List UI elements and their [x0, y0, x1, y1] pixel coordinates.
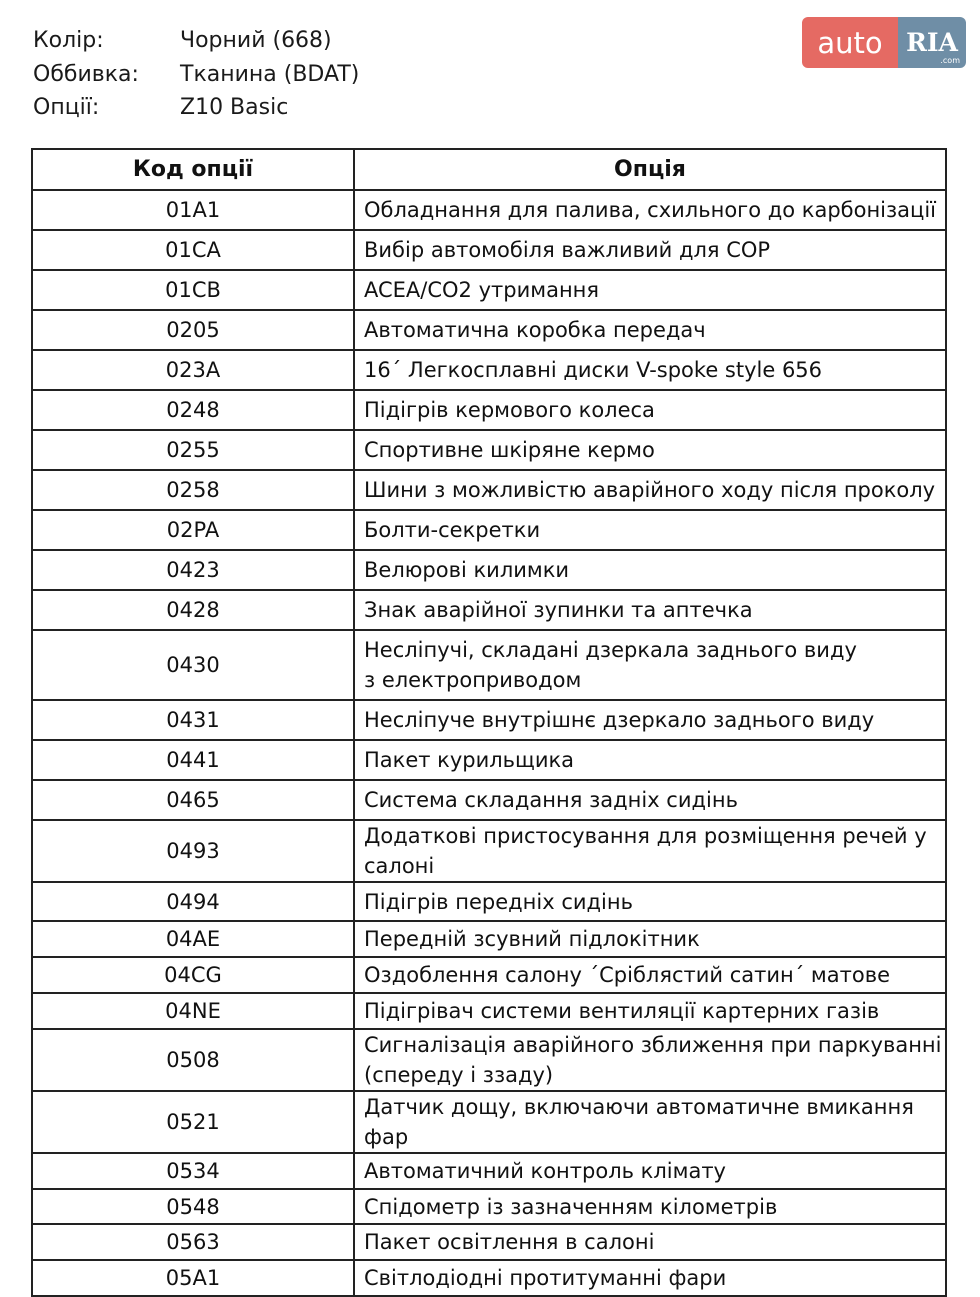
color-label: Колір:	[33, 28, 104, 53]
option-name-line: Знак аварійної зупинки та аптечка	[364, 598, 753, 622]
option-name-line: Вибір автомобіля важливий для COP	[364, 238, 771, 262]
option-code-cell: 0258	[32, 470, 354, 510]
table-row	[32, 550, 946, 590]
table-header-row	[32, 149, 946, 190]
table-row	[32, 510, 946, 550]
upholstery-row	[33, 58, 359, 92]
option-name-cell	[354, 1153, 946, 1189]
option-name-cell	[354, 590, 946, 630]
vehicle-summary	[33, 24, 359, 125]
option-name-cell	[354, 350, 946, 390]
option-code-cell: 01A1	[32, 190, 354, 230]
table-row	[32, 270, 946, 310]
option-code-cell: 0465	[32, 780, 354, 820]
option-code-cell: 0248	[32, 390, 354, 430]
color-value: Чорний (668)	[180, 28, 332, 53]
option-name-line: Обладнання для палива, схильного до карбонізації	[364, 198, 937, 222]
option-name-line: Автоматична коробка передач	[364, 318, 706, 342]
option-name-line: Пакет курильщика	[364, 748, 575, 772]
option-name-cell	[354, 993, 946, 1029]
option-code-cell: 0205	[32, 310, 354, 350]
logo-ria-part	[898, 17, 966, 68]
option-name-cell	[354, 1224, 946, 1260]
option-code-cell: 0508	[32, 1029, 354, 1091]
option-name-line: Додаткові пристосування для розміщення речей у салоні	[364, 824, 927, 878]
option-name-line: Спідометр із зазначенням кілометрів	[364, 1194, 778, 1219]
option-name-line: Передній зсувний підлокітник	[364, 927, 700, 951]
table-row	[32, 590, 946, 630]
option-name-line: Несліпуче внутрішнє дзеркало заднього виду	[364, 708, 875, 732]
option-name-cell	[354, 882, 946, 921]
table-row	[32, 630, 946, 700]
option-code-cell: 023A	[32, 350, 354, 390]
option-code-cell: 0423	[32, 550, 354, 590]
options-row	[33, 91, 359, 125]
option-code-cell: 02PA	[32, 510, 354, 550]
table-row	[32, 430, 946, 470]
option-code-cell: 01CB	[32, 270, 354, 310]
upholstery-value: Тканина (BDAT)	[180, 61, 360, 87]
option-name-line: Автоматичний контроль клімату	[364, 1159, 726, 1183]
option-name-cell	[354, 430, 946, 470]
option-name-line: Сигналізація аварійного зближення при паркуванні	[364, 1033, 942, 1057]
option-name-line: Болти-секретки	[364, 518, 541, 542]
option-name-cell	[354, 1189, 946, 1224]
table-row	[32, 700, 946, 740]
option-code-cell: 0548	[32, 1189, 354, 1224]
option-code-cell: 0430	[32, 630, 354, 700]
logo-dotcom-text: .com	[940, 56, 960, 65]
logo-ria-text: RIA	[906, 28, 958, 57]
option-name-line: Світлодіодні протитуманні фари	[364, 1266, 727, 1290]
table-row	[32, 190, 946, 230]
table-row	[32, 921, 946, 957]
option-code-cell: 0493	[32, 820, 354, 882]
table-row	[32, 740, 946, 780]
option-code-cell: 0255	[32, 430, 354, 470]
option-code-cell: 0494	[32, 882, 354, 921]
option-name-cell	[354, 780, 946, 820]
option-name-cell	[354, 190, 946, 230]
option-name-cell	[354, 820, 946, 882]
table-row	[32, 1260, 946, 1296]
option-name-cell	[354, 740, 946, 780]
table-row	[32, 350, 946, 390]
table-row	[32, 1224, 946, 1260]
options-table-body	[32, 190, 946, 1296]
options-value: Z10 Basic	[180, 95, 289, 120]
option-name-cell	[354, 1029, 946, 1091]
option-code-cell: 04NE	[32, 993, 354, 1029]
table-row	[32, 882, 946, 921]
option-code-cell: 0441	[32, 740, 354, 780]
table-row	[32, 230, 946, 270]
option-code-cell: 0534	[32, 1153, 354, 1189]
option-code-cell: 0521	[32, 1091, 354, 1153]
option-code-cell: 04AE	[32, 921, 354, 957]
option-name-line: Велюрові килимки	[364, 558, 570, 582]
option-code-cell: 04CG	[32, 957, 354, 993]
option-name-line: Спортивне шкіряне кермо	[364, 438, 655, 462]
options-label: Опції:	[33, 95, 100, 120]
table-row	[32, 1029, 946, 1091]
table-row	[32, 957, 946, 993]
option-code-cell: 0563	[32, 1224, 354, 1260]
color-row	[33, 24, 359, 58]
option-name-line: Підігрів кермового колеса	[364, 398, 655, 422]
autoria-logo	[802, 17, 966, 68]
option-name-cell	[354, 550, 946, 590]
table-row	[32, 993, 946, 1029]
option-name-cell	[354, 921, 946, 957]
upholstery-label: Оббивка:	[33, 61, 139, 87]
table-row	[32, 390, 946, 430]
table-row	[32, 470, 946, 510]
option-name-cell	[354, 1260, 946, 1296]
option-name-line: (спереду і ззаду)	[364, 1063, 554, 1087]
option-name-cell	[354, 510, 946, 550]
option-name-line: ACEA/CO2 утримання	[364, 278, 600, 302]
option-name-cell	[354, 470, 946, 510]
option-name-cell	[354, 1091, 946, 1153]
table-row	[32, 780, 946, 820]
table-row	[32, 1189, 946, 1224]
option-code-cell: 0428	[32, 590, 354, 630]
option-code-cell: 01CA	[32, 230, 354, 270]
option-name-cell	[354, 390, 946, 430]
option-name-cell	[354, 270, 946, 310]
option-name-line: Підігрівач системи вентиляції картерних газів	[364, 999, 880, 1023]
option-name-line: Підігрів передніх сидінь	[364, 889, 633, 914]
option-code-cell: 0431	[32, 700, 354, 740]
option-name-cell	[354, 230, 946, 270]
table-row	[32, 310, 946, 350]
table-row	[32, 1091, 946, 1153]
option-name-line: Пакет освітлення в салоні	[364, 1230, 655, 1254]
option-name-line: з електроприводом	[364, 668, 582, 692]
option-name-line: Шини з можливістю аварійного ходу після проколу	[364, 478, 936, 502]
option-name-cell	[354, 630, 946, 700]
option-code-cell: 05A1	[32, 1260, 354, 1296]
table-row	[32, 820, 946, 882]
option-name-cell	[354, 310, 946, 350]
option-name-line: Несліпучі, складані дзеркала заднього виду	[364, 638, 857, 662]
option-name-line: Оздоблення салону ´Сріблястий сатин´ матове	[364, 963, 891, 987]
logo-auto-part: auto	[802, 17, 898, 68]
option-name-cell	[354, 700, 946, 740]
table-row	[32, 1153, 946, 1189]
header-option-name: Опція	[354, 149, 946, 190]
option-name-line: Датчик дощу, включаючи автоматичне вмикання фар	[364, 1095, 914, 1149]
option-name-line: Система складання задніх сидінь	[364, 788, 738, 812]
header-option-code: Код опції	[32, 149, 354, 190]
option-name-line: 16´ Легкосплавні диски V-spoke style 656	[364, 358, 823, 382]
options-table	[31, 148, 947, 1297]
option-name-cell	[354, 957, 946, 993]
